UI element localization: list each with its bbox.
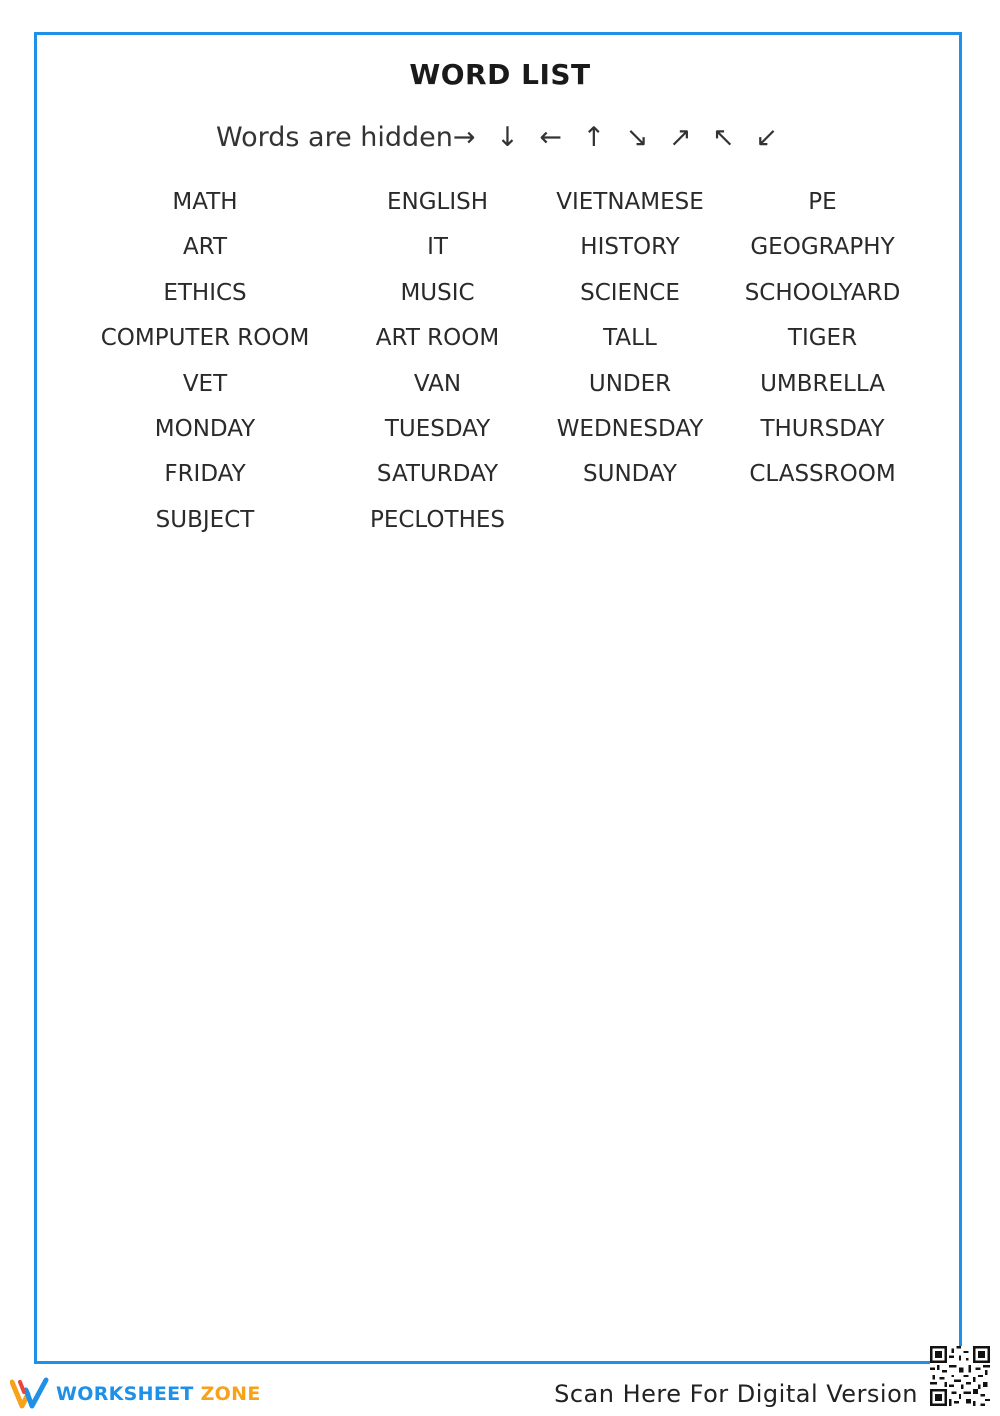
word-item: WEDNESDAY [556, 415, 704, 442]
word-item: VAN [413, 370, 462, 397]
page-title: WORD LIST [409, 58, 591, 91]
word-item: SATURDAY [376, 461, 499, 488]
word-item: ETHICS [163, 279, 247, 306]
word-item: ART ROOM [375, 325, 500, 352]
word-list [90, 180, 940, 543]
word-item: SUNDAY [583, 461, 677, 488]
word-item: MATH [172, 189, 238, 215]
word-item: IT [427, 234, 448, 261]
word-item: GEOGRAPHY [750, 234, 895, 261]
word-item: TALL [603, 325, 657, 352]
word-item: ENGLISH [386, 189, 489, 215]
word-item: HISTORY [580, 234, 680, 261]
word-item: FRIDAY [164, 461, 246, 488]
word-item: SCIENCE [580, 279, 680, 306]
brand-logo [10, 1376, 261, 1412]
brand-name [56, 1383, 261, 1405]
word-item: UNDER [588, 370, 672, 397]
word-item: VET [182, 370, 228, 397]
word-item: MONDAY [154, 415, 256, 442]
word-item: THURSDAY [760, 415, 885, 442]
word-item: TIGER [787, 325, 858, 352]
scan-caption: Scan Here For Digital Version [554, 1380, 918, 1408]
word-item: SCHOOLYARD [744, 279, 901, 306]
word-item: ART [182, 234, 228, 261]
word-item: SUBJECT [155, 506, 255, 533]
instructions-text: Words are hidden [216, 122, 453, 153]
brand-part1: WORKSHEET [56, 1383, 194, 1405]
word-item: PECLOTHES [369, 506, 506, 533]
word-item: TUESDAY [384, 415, 491, 442]
worksheetzone-logo-icon [10, 1376, 50, 1412]
word-item: COMPUTER ROOM [100, 325, 310, 352]
word-item: MUSIC [400, 279, 475, 306]
qr-code-icon[interactable] [930, 1346, 990, 1406]
word-item: CLASSROOM [749, 461, 896, 488]
instructions [0, 122, 1000, 153]
brand-part2: ZONE [200, 1383, 261, 1405]
word-item: PE [808, 189, 837, 215]
word-item: UMBRELLA [760, 370, 885, 397]
direction-arrows: → ↓ ← ↑ ↘ ↗ ↖ ↙ [452, 122, 784, 153]
word-item: VIETNAMESE [556, 189, 704, 215]
